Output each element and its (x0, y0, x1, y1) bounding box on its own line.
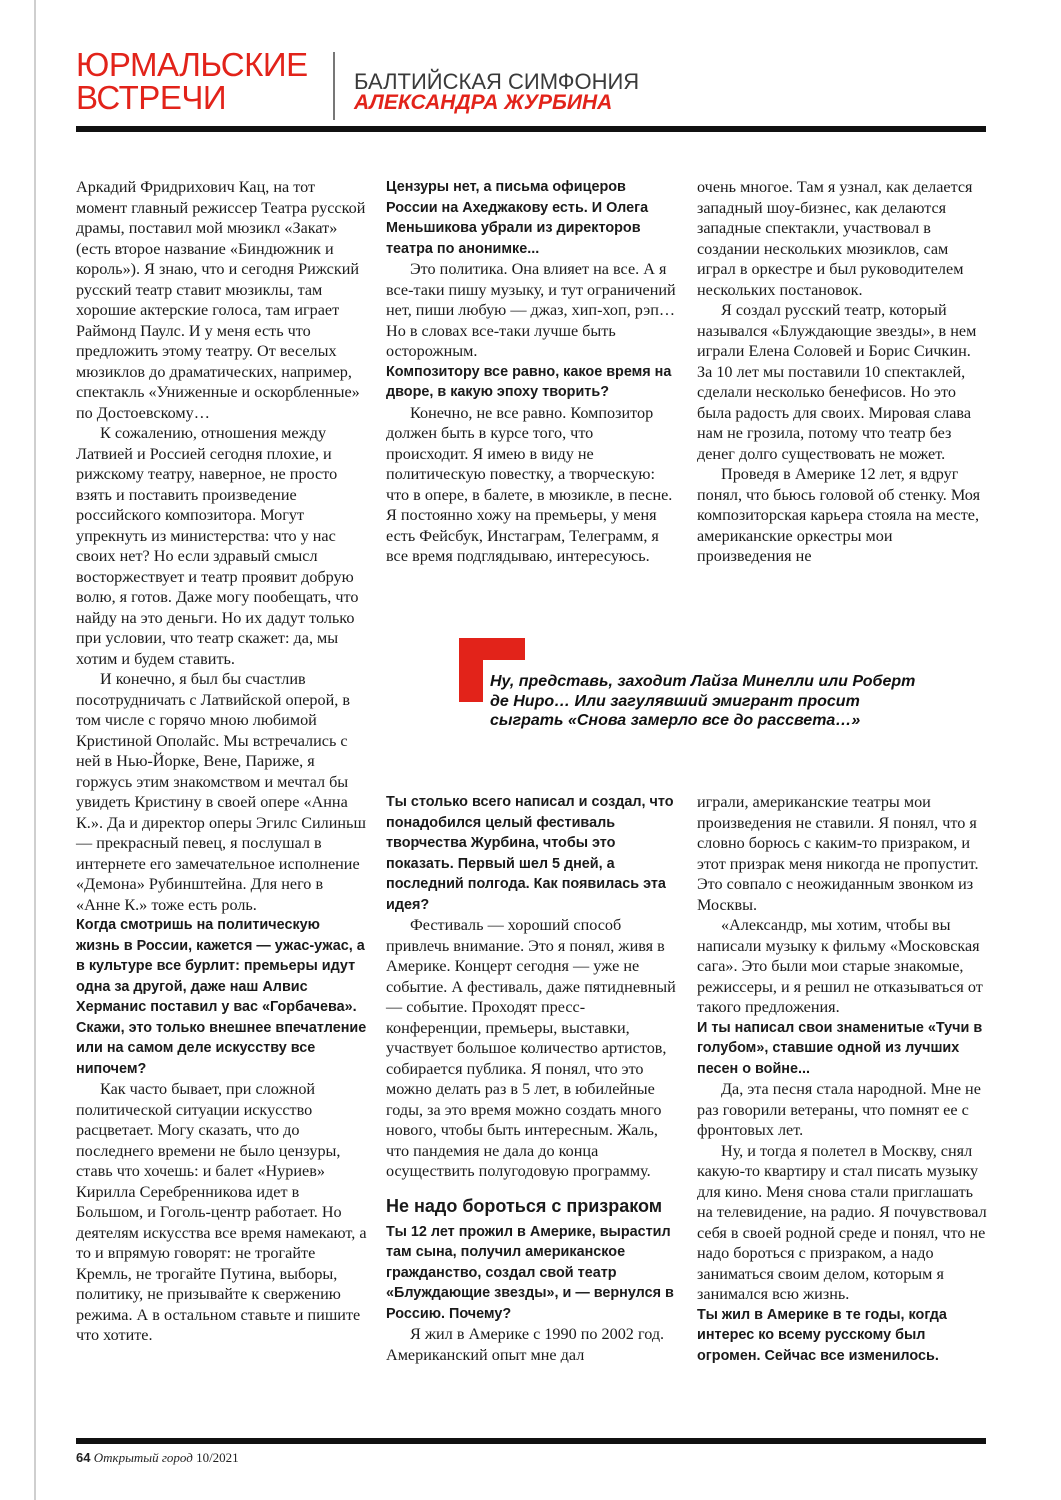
paragraph: Я жил в Америке с 1990 по 2002 год. Американский опыт мне дал (386, 1325, 665, 1364)
top-rule (76, 126, 986, 132)
paragraph: Проведя в Америке 12 лет, я вдруг понял, что бьюсь головой об стенку. Моя композиторская карьера стояла на месте, американские оркестры мои произведения не (697, 465, 981, 565)
rubric-title (76, 48, 308, 114)
page-footer (76, 1450, 239, 1466)
interview-question: Цензуры нет, а письма офицеров России на Ахеджакову есть. И Олега Меньшикова убрали из директоров театра по анонимке... (386, 179, 649, 257)
interview-question: Когда смотришь на политическую жизнь в России, кажется — ужас-ужас, а в культуре все бурлит: премьеры идут одна за другой, даже наш Алвис Херманис поставил у вас «Горбачева». Скажи, это только внешнее впечатление или на самом деле искусству все нипочем? (76, 917, 367, 1077)
paragraph: Да, эта песня стала народной. Мне не раз говорили ветераны, что помнят ее с фронтовых лет. (697, 1080, 981, 1139)
interview-question: Ты столько всего написал и создал, что понадобился целый фестиваль творчества Журбина, чтобы это показать. Первый шел 5 дней, а последний полгода. Как появилась эта идея? (386, 794, 674, 913)
page-number: 64 (76, 1450, 91, 1465)
paragraph: Аркадий Фридрихович Кац, на тот момент главный режиссер Театра русской драмы, поставил мой мюзикл «Закат» (есть второе название «Биндюжник и король»). Я знаю, что и сегодня Рижский русский театр ставит мюзиклы, там хорошие актерские голоса, там играет Раймонд Паулс. И у меня есть что предложить этому театру. От веселых мюзиклов до драматических, например, спектакль «Униженные и оскорбленные» по Достоевскому… (76, 178, 366, 422)
paragraph: И конечно, я был бы счастлив посотрудничать с Латвийской оперой, в том числе с горячо мною любимой Кристиной Ополайс. Мы встречались с ней в Нью-Йорке, Вене, Париже, я горжусь этим знакомством и мечтал бы увидеть Кристину в своей опере «Анна К.». Да и директор оперы Эгилс Силиньш — прекрасный певец, я послушал в интернете его замечательное исполнение «Демона» Рубинштейна. Для него в «Анне К.» тоже есть роль. (76, 670, 366, 914)
paragraph: играли, американские театры мои произведения не ставили. Я понял, что я словно борюсь с каким-то призраком, и этот призрак меня никогда не пропустит. Это совпало с неожиданным звонком из Москвы. (697, 793, 979, 914)
bottom-rule (76, 1438, 986, 1444)
column-3-bottom (697, 792, 988, 1366)
subheading: Не надо бороться с призраком (386, 1195, 663, 1216)
series-author: АЛЕКСАНДРА ЖУРБИНА (354, 91, 613, 114)
paragraph: Фестиваль — хороший способ привлечь внимание. Это я понял, живя в Америке. Концерт сегодня — уже не событие. А фестиваль, даже пятидневный — событие. Проходят пресс-конференции, премьеры, выставки, участвует большое количество артистов, собирается публика. Я понял, что это можно делать раз в 5 лет, в юбилейные годы, за это время можно создать много нового, чтобы быть интересным. Жаль, что пандемия не дала до конца осуществить полугодовую программу. (386, 916, 676, 1180)
paragraph: Я создал русский театр, который назывался «Блуждающие звезды», в нем играли Елена Соловей и Борис Сичкин. За 10 лет мы поставили 10 спектаклей, сделали несколько бенефисов. Но это была радость для своих. Мировая слава нам не грозила, потому что театр без денег долго существовать не может. (697, 301, 977, 463)
paragraph: Конечно, не все равно. Композитор должен быть в курсе того, что происходит. Я имею в виду не политическую повестку, а творческую: что в опере, в балете, в мюзикле, в песне. Я постоянно хожу на премьеры, у меня есть Фейсбук, Инстаграм, Телеграмм, я все время подглядываю, интересуюсь. (386, 403, 673, 565)
issue-number: 10/2021 (196, 1450, 239, 1465)
rubric-separator (333, 52, 335, 120)
series-title: БАЛТИЙСКАЯ СИМФОНИЯ (354, 69, 640, 94)
rubric-line-2: ВСТРЕЧИ (76, 79, 227, 116)
paragraph: очень многое. Там я узнал, как делается западный шоу-бизнес, как делаются западные спектакли, участвовал в создании нескольких мюзиклов, сам играл в оркестре и был руководителем нескольких постановок. (697, 178, 973, 299)
paragraph: Ну, и тогда я полетел в Москву, снял какую-то квартиру и стал писать музыку для кино. Меня снова стали приглашать на телевидение, на радио. Я почувствовал себя в своей родной среде и понял, что не надо бороться с призраком, а надо заниматься своим делом, которым я занимался всю жизнь. (697, 1141, 987, 1303)
interview-question: И ты написал свои знаменитые «Тучи в голубом», ставшие одной из лучших песен о войне... (697, 1019, 983, 1077)
column-2-bottom (386, 792, 677, 1365)
column-2-top (386, 177, 677, 567)
column-1 (76, 177, 367, 1346)
rubric-line-1: ЮРМАЛЬСКИЕ (76, 46, 308, 83)
paragraph: К сожалению, отношения между Латвией и Россией сегодня плохие, и рижскому театру, наверное, не просто взять и поставить произведение российского композитора. Могут упрекнуть из министерства: что у нас своих нет? Но если здравый смысл восторжествует и театр проявит добрую волю, я готов. Даже могу пообещать, что найду на это деньги. Но их дадут только при условии, что театр скажет: да, мы хотим и будем ставить. (76, 424, 359, 668)
paragraph: Это политика. Она влияет на все. А я все-таки пишу музыку, и тут ограничений нет, пиши любую — джаз, хип-хоп, рэп… Но в словах все-таки лучше быть осторожным. (386, 260, 676, 360)
page-spine (34, 0, 36, 1500)
paragraph: «Александр, мы хотим, чтобы вы написали музыку к фильму «Московская сага». Это были мои старые знакомые, режиссеры, и я решил не отказываться от такого предложения. (697, 916, 983, 1016)
paragraph: Как часто бывает, при сложной политической ситуации искусство расцветает. Могу сказать, что до последнего времени не было цензуры, ставь что хочешь: и балет «Нуриев» Кирилла Серебренникова идет в Большом, и Гоголь-центр работает. Но деятелям искусства все время намекают, а то и впрямую говорят: не трогайте Кремль, не трогайте Путина, выборы, политику, не призывайте к свержению режима. А в остальном ставьте и пишите что хотите. (76, 1080, 367, 1344)
pullquote: Ну, представь, заходит Лайза Минелли или Роберт де Ниро… Или загулявший эмигрант просит сыграть «Снова замерло все до рассвета…» (490, 673, 916, 729)
interview-question: Ты 12 лет прожил в Америке, вырастил там сына, получил американское гражданство, создал свой театр «Блуждающие звезды», и — вернулся в Россию. Почему? (386, 1223, 674, 1322)
interview-question: Композитору все равно, какое время на дворе, в какую эпоху творить? (386, 363, 672, 400)
column-3-top (697, 177, 988, 567)
interview-question: Ты жил в Америке в те годы, когда интерес ко всему русскому был огромен. Сейчас все изменилось. (697, 1306, 947, 1364)
magazine-name: Открытый город (93, 1450, 193, 1465)
